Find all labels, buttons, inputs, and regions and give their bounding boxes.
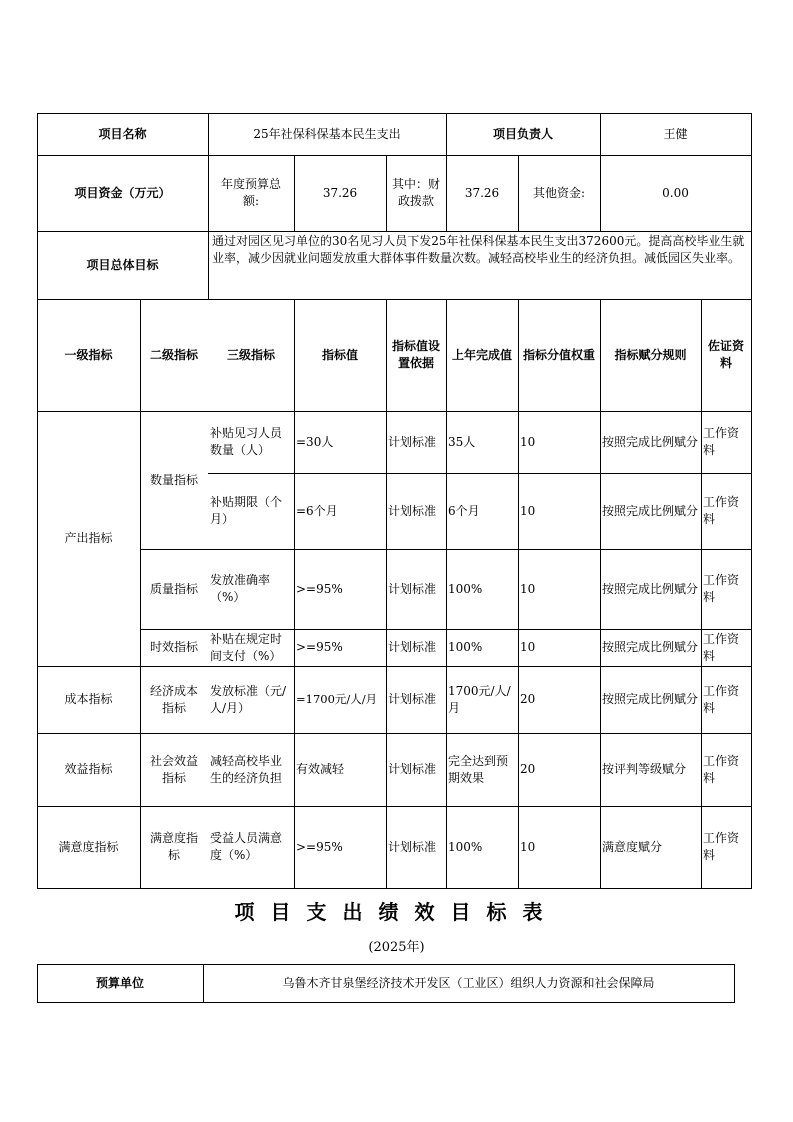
row4-last: 1700元/人/月 xyxy=(448,683,511,715)
col-header-level2: 二级指标 xyxy=(149,347,198,362)
page-year: (2025年) xyxy=(368,940,425,955)
level2-social-benefit: 社会效益指标 xyxy=(149,753,198,785)
funds-label: 项目资金（万元） xyxy=(74,185,171,200)
level1-cost: 成本指标 xyxy=(64,692,113,706)
row1-value: =6个月 xyxy=(296,503,338,518)
owner-value: 王健 xyxy=(663,126,688,141)
row0-rule: 按照完成比例赋分 xyxy=(602,434,699,449)
row5-basis: 计划标准 xyxy=(388,762,437,776)
row1-last: 6个月 xyxy=(448,503,480,518)
row1-level3: 补贴期限（个月） xyxy=(210,495,283,526)
row0-basis: 计划标准 xyxy=(388,434,437,449)
level2-economic-cost: 经济成本指标 xyxy=(149,683,198,715)
col-header-basis: 指标值设置依据 xyxy=(391,339,440,370)
row4-rule: 按照完成比例赋分 xyxy=(602,692,699,706)
row5-level3: 减轻高校毕业生的经济负担 xyxy=(210,753,283,785)
col-header-rule: 指标赋分规则 xyxy=(614,347,687,362)
row4-weight: 20 xyxy=(520,692,536,706)
level1-satisfaction: 满意度指标 xyxy=(58,839,119,854)
row1-weight: 10 xyxy=(520,503,536,518)
goal-text: 通过对园区见习单位的30名见习人员下发25年社保科保基本民生支出372600元。提高高校毕业生就业率，减少因就业问题发放重大群体事件数量次数。减轻高校毕业生的经济负担。减低园区失业率。 xyxy=(212,234,745,265)
row3-basis: 计划标准 xyxy=(388,640,437,654)
row0-level3: 补贴见习人员数量（人） xyxy=(210,426,283,457)
row4-level3: 发放标准（元/人/月） xyxy=(210,683,287,715)
other-label: 其他资金: xyxy=(532,185,586,200)
row2-proof: 工作资料 xyxy=(703,573,740,604)
row2-weight: 10 xyxy=(520,581,536,596)
row5-weight: 20 xyxy=(520,762,536,776)
col-header-proof: 佐证资料 xyxy=(707,339,744,370)
row6-basis: 计划标准 xyxy=(388,839,437,854)
row6-level3: 受益人员满意度（%） xyxy=(210,831,283,862)
level2-satisfaction: 满意度指标 xyxy=(149,831,198,862)
row2-rule: 按照完成比例赋分 xyxy=(602,581,699,596)
row3-rule: 按照完成比例赋分 xyxy=(602,640,699,654)
row0-proof: 工作资料 xyxy=(703,426,740,457)
page-title: 项目支出绩效目标表 xyxy=(234,900,559,924)
row3-proof: 工作资料 xyxy=(703,631,740,663)
col-header-value: 指标值 xyxy=(321,347,358,362)
row6-last: 100% xyxy=(448,839,483,854)
budget-unit-label: 预算单位 xyxy=(95,975,144,990)
row2-last: 100% xyxy=(448,581,483,596)
level2-quality: 质量指标 xyxy=(149,581,198,596)
row6-value: >=95% xyxy=(296,839,343,854)
annual-budget-value: 37.26 xyxy=(322,185,358,200)
fiscal-label: 其中：财政拨款 xyxy=(392,177,441,208)
row1-basis: 计划标准 xyxy=(388,503,437,518)
row2-level3: 发放准确率（%） xyxy=(210,573,271,604)
row4-value: =1700元/人/月 xyxy=(296,692,378,706)
row1-proof: 工作资料 xyxy=(703,495,740,526)
col-header-level1: 一级指标 xyxy=(64,347,113,362)
col-header-last: 上年完成值 xyxy=(451,347,512,362)
row4-basis: 计划标准 xyxy=(388,692,437,706)
owner-label: 项目负责人 xyxy=(492,126,553,141)
row3-level3: 补贴在规定时间支付（%） xyxy=(210,631,283,663)
row6-rule: 满意度赋分 xyxy=(602,839,663,854)
annual-budget-label: 年度预算总额: xyxy=(220,177,281,208)
level2-quantity: 数量指标 xyxy=(149,472,198,487)
row3-value: >=95% xyxy=(296,640,343,654)
row2-value: >=95% xyxy=(296,581,343,596)
project-name-label: 项目名称 xyxy=(98,126,147,141)
level1-output: 产出指标 xyxy=(64,531,113,545)
row4-proof: 工作资料 xyxy=(703,683,740,715)
row0-weight: 10 xyxy=(520,434,536,449)
row5-last: 完全达到预期效果 xyxy=(448,753,509,785)
fiscal-value: 37.26 xyxy=(464,185,500,200)
row6-weight: 10 xyxy=(520,839,536,854)
project-name-value: 25年社保科保基本民生支出 xyxy=(253,126,401,141)
row2-basis: 计划标准 xyxy=(388,581,437,596)
row6-proof: 工作资料 xyxy=(703,831,740,862)
level2-timeliness: 时效指标 xyxy=(149,640,198,654)
col-header-weight: 指标分值权重 xyxy=(522,347,595,362)
row5-proof: 工作资料 xyxy=(703,753,740,785)
other-value: 0.00 xyxy=(662,185,689,200)
row5-rule: 按评判等级赋分 xyxy=(602,762,687,776)
col-header-level3: 三级指标 xyxy=(226,347,275,362)
row3-last: 100% xyxy=(448,640,483,654)
goal-label: 项目总体目标 xyxy=(86,257,159,272)
row0-value: =30人 xyxy=(296,434,334,449)
level1-benefit: 效益指标 xyxy=(64,762,113,776)
row5-value: 有效减轻 xyxy=(296,762,345,776)
row3-weight: 10 xyxy=(520,640,536,654)
row1-rule: 按照完成比例赋分 xyxy=(602,503,699,518)
budget-unit-value: 乌鲁木齐甘泉堡经济技术开发区（工业区）组织人力资源和社会保障局 xyxy=(282,975,655,990)
row0-last: 35人 xyxy=(448,434,476,449)
